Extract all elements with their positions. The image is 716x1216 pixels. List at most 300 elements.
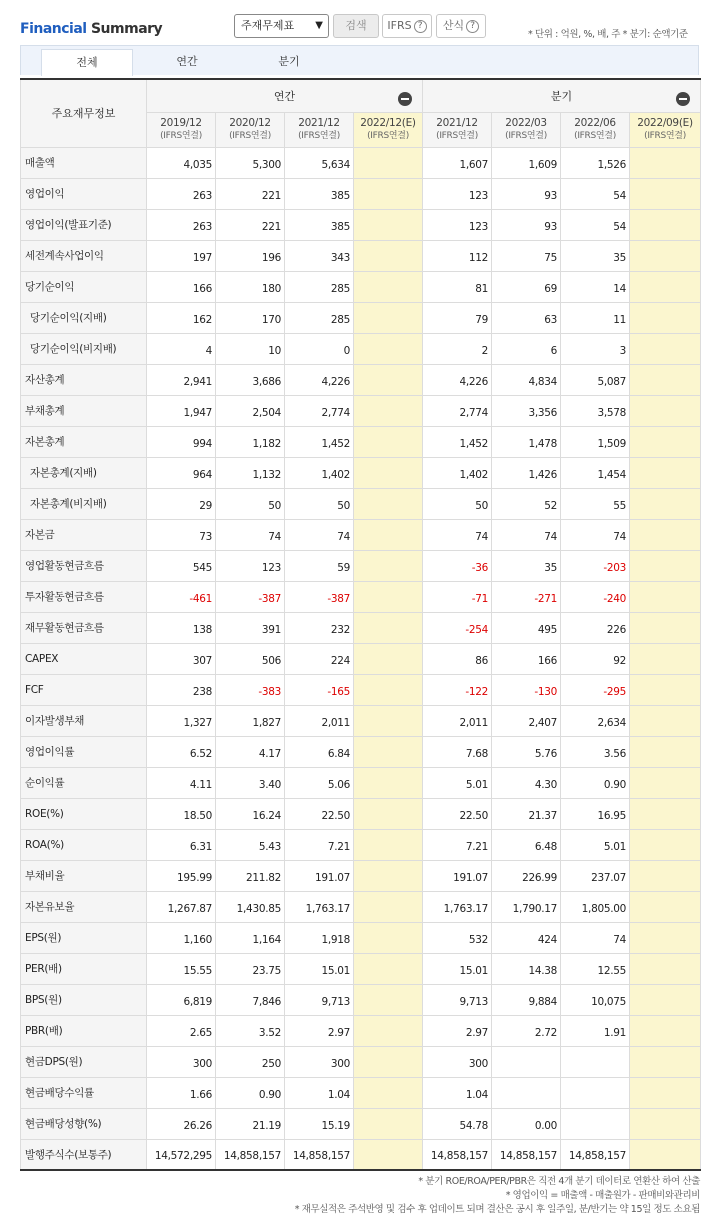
period-date: 2019/12 [160, 116, 202, 129]
value-cell: 285 [285, 302, 354, 333]
value-cell: 1,763.17 [423, 891, 492, 922]
period-date: 2022/03 [505, 116, 547, 129]
value-cell [354, 953, 423, 984]
value-cell: 191.07 [423, 860, 492, 891]
footnote: * 재무실적은 주석반영 및 검수 후 업데이트 되며 결산은 공시 후 일주일, 분/반기는 약 15일 정도 소요됨 [294, 1204, 700, 1215]
row-label: 재무활동현금흐름 [21, 612, 147, 643]
value-cell: 14,858,157 [561, 1139, 630, 1170]
value-cell: 93 [492, 178, 561, 209]
value-cell: 964 [147, 457, 216, 488]
value-cell [630, 519, 701, 550]
value-cell: 63 [492, 302, 561, 333]
value-cell: 123 [216, 550, 285, 581]
value-cell: 5.43 [216, 829, 285, 860]
value-cell [354, 1108, 423, 1139]
search-button[interactable]: 검색 [333, 14, 379, 38]
value-cell: 300 [285, 1046, 354, 1077]
value-cell [630, 829, 701, 860]
formula-help-button[interactable] [436, 14, 486, 38]
value-cell: 52 [492, 488, 561, 519]
value-cell: 26.26 [147, 1108, 216, 1139]
value-cell: 1,402 [423, 457, 492, 488]
row-label: 영업활동현금흐름 [21, 550, 147, 581]
value-cell: 3,686 [216, 364, 285, 395]
value-cell: 6.52 [147, 736, 216, 767]
value-cell: 5,634 [285, 147, 354, 178]
value-cell: 1,327 [147, 705, 216, 736]
table-row [21, 426, 701, 457]
value-cell: -387 [216, 581, 285, 612]
table-row [21, 364, 701, 395]
value-cell: 1,164 [216, 922, 285, 953]
period-date: 2022/09(E) [637, 116, 693, 129]
value-cell: 22.50 [285, 798, 354, 829]
row-label: 현금DPS(원) [21, 1046, 147, 1077]
tab-annual[interactable]: 연간 [176, 55, 198, 68]
value-cell [354, 581, 423, 612]
value-cell [354, 860, 423, 891]
value-cell: 21.37 [492, 798, 561, 829]
value-cell: 69 [492, 271, 561, 302]
period-header [423, 112, 492, 147]
value-cell [354, 829, 423, 860]
value-cell: 532 [423, 922, 492, 953]
value-cell: 5.01 [561, 829, 630, 860]
table-row [21, 519, 701, 550]
value-cell: 197 [147, 240, 216, 271]
formula-label: 산식 [442, 19, 465, 32]
table-row [21, 302, 701, 333]
value-cell [354, 1077, 423, 1108]
row-label: 순이익률 [21, 767, 147, 798]
value-cell: 506 [216, 643, 285, 674]
value-cell [630, 674, 701, 705]
value-cell: 59 [285, 550, 354, 581]
row-label: 발행주식수(보통주) [21, 1139, 147, 1170]
table-row [21, 147, 701, 178]
table-row [21, 767, 701, 798]
value-cell: 196 [216, 240, 285, 271]
period-date: 2021/12 [436, 116, 478, 129]
value-cell: 2,634 [561, 705, 630, 736]
value-cell: 1,763.17 [285, 891, 354, 922]
value-cell [630, 860, 701, 891]
value-cell [630, 922, 701, 953]
value-cell: 545 [147, 550, 216, 581]
value-cell: 22.50 [423, 798, 492, 829]
value-cell [354, 922, 423, 953]
period-date: 2022/06 [574, 116, 616, 129]
value-cell: 0.90 [561, 767, 630, 798]
value-cell: 4.17 [216, 736, 285, 767]
value-cell: 6,819 [147, 984, 216, 1015]
row-label: 영업이익 [21, 178, 147, 209]
value-cell [630, 426, 701, 457]
value-cell [354, 798, 423, 829]
value-cell [630, 891, 701, 922]
value-cell: 21.19 [216, 1108, 285, 1139]
table-row [21, 984, 701, 1015]
value-cell: -383 [216, 674, 285, 705]
value-cell: 74 [423, 519, 492, 550]
value-cell: 224 [285, 643, 354, 674]
table-row [21, 271, 701, 302]
value-cell: 50 [285, 488, 354, 519]
value-cell [354, 1139, 423, 1170]
table-row [21, 1077, 701, 1108]
top-bar [0, 0, 716, 44]
value-cell: 14,858,157 [285, 1139, 354, 1170]
value-cell: 0.00 [492, 1108, 561, 1139]
value-cell: -71 [423, 581, 492, 612]
period-basis: (IFRS연결) [160, 130, 202, 141]
value-cell [630, 767, 701, 798]
value-cell: 4,834 [492, 364, 561, 395]
value-cell: 162 [147, 302, 216, 333]
value-cell: 5,087 [561, 364, 630, 395]
value-cell: 1,478 [492, 426, 561, 457]
value-cell: 9,713 [285, 984, 354, 1015]
value-cell: 2.65 [147, 1015, 216, 1046]
row-label: 투자활동현금흐름 [21, 581, 147, 612]
value-cell: 0 [285, 333, 354, 364]
period-basis: (IFRS연결) [644, 130, 686, 141]
value-cell: 86 [423, 643, 492, 674]
value-cell: 35 [561, 240, 630, 271]
table-row [21, 333, 701, 364]
value-cell: 221 [216, 178, 285, 209]
value-cell: 112 [423, 240, 492, 271]
value-cell: 14 [561, 271, 630, 302]
value-cell [561, 1077, 630, 1108]
value-cell: 1,452 [285, 426, 354, 457]
value-cell [630, 395, 701, 426]
value-cell: 6 [492, 333, 561, 364]
value-cell: 123 [423, 209, 492, 240]
value-cell: 2,011 [423, 705, 492, 736]
value-cell: 1,509 [561, 426, 630, 457]
value-cell: 2,407 [492, 705, 561, 736]
value-cell: 4.30 [492, 767, 561, 798]
value-cell: -122 [423, 674, 492, 705]
value-cell: 211.82 [216, 860, 285, 891]
value-cell: -203 [561, 550, 630, 581]
tab-all[interactable]: 전체 [41, 49, 133, 76]
row-label: ROA(%) [21, 829, 147, 860]
table-row [21, 178, 701, 209]
value-cell [354, 364, 423, 395]
value-cell [630, 1139, 701, 1170]
value-cell [354, 736, 423, 767]
value-cell: 50 [216, 488, 285, 519]
value-cell: 54 [561, 209, 630, 240]
row-label: BPS(원) [21, 984, 147, 1015]
value-cell [354, 1015, 423, 1046]
value-cell: 14,858,157 [492, 1139, 561, 1170]
table-row [21, 705, 701, 736]
value-cell: 1,160 [147, 922, 216, 953]
value-cell [492, 1046, 561, 1077]
value-cell: 1,827 [216, 705, 285, 736]
value-cell: -165 [285, 674, 354, 705]
value-cell: 74 [285, 519, 354, 550]
value-cell: 170 [216, 302, 285, 333]
value-cell: 1,452 [423, 426, 492, 457]
help-icon: ? [466, 20, 479, 33]
table-row [21, 953, 701, 984]
value-cell [354, 333, 423, 364]
value-cell: 2,774 [423, 395, 492, 426]
annual-group-header [147, 79, 423, 112]
value-cell: 10 [216, 333, 285, 364]
value-cell [354, 147, 423, 178]
value-cell [354, 674, 423, 705]
row-label: FCF [21, 674, 147, 705]
period-header [354, 112, 423, 147]
value-cell [354, 519, 423, 550]
footnote: * 영업이익 = 매출액 - 매출원가 - 판매비와관리비 [505, 1190, 700, 1201]
value-cell: 9,713 [423, 984, 492, 1015]
table-row [21, 1046, 701, 1077]
financial-summary-table [20, 78, 701, 1171]
value-cell: 1,947 [147, 395, 216, 426]
value-cell: 495 [492, 612, 561, 643]
value-cell: 221 [216, 209, 285, 240]
value-cell: 79 [423, 302, 492, 333]
value-cell: 138 [147, 612, 216, 643]
row-label: CAPEX [21, 643, 147, 674]
value-cell: 191.07 [285, 860, 354, 891]
table-row [21, 798, 701, 829]
row-label: 부채비율 [21, 860, 147, 891]
help-icon: ? [414, 20, 427, 33]
value-cell: 2,774 [285, 395, 354, 426]
period-date: 2021/12 [298, 116, 340, 129]
value-cell: 5.01 [423, 767, 492, 798]
value-cell: 1.04 [423, 1077, 492, 1108]
value-cell: 1,805.00 [561, 891, 630, 922]
ifrs-help-button[interactable] [382, 14, 432, 38]
table-row [21, 1108, 701, 1139]
value-cell: 4,035 [147, 147, 216, 178]
value-cell: 300 [423, 1046, 492, 1077]
value-cell [354, 426, 423, 457]
table-row [21, 240, 701, 271]
value-cell: 16.24 [216, 798, 285, 829]
value-cell: 7.21 [423, 829, 492, 860]
value-cell: 1,430.85 [216, 891, 285, 922]
value-cell: 2.72 [492, 1015, 561, 1046]
value-cell: 263 [147, 178, 216, 209]
value-cell: 424 [492, 922, 561, 953]
value-cell: 75 [492, 240, 561, 271]
value-cell: -461 [147, 581, 216, 612]
value-cell [630, 798, 701, 829]
value-cell: 1,526 [561, 147, 630, 178]
value-cell: 14,572,295 [147, 1139, 216, 1170]
value-cell: 6.31 [147, 829, 216, 860]
value-cell: 385 [285, 178, 354, 209]
row-label: PBR(배) [21, 1015, 147, 1046]
value-cell [354, 240, 423, 271]
value-cell: 74 [492, 519, 561, 550]
value-cell [354, 705, 423, 736]
period-basis: (IFRS연결) [367, 130, 409, 141]
value-cell [630, 271, 701, 302]
value-cell: 7,846 [216, 984, 285, 1015]
value-cell: 74 [561, 519, 630, 550]
value-cell: 2 [423, 333, 492, 364]
value-cell: 11 [561, 302, 630, 333]
value-cell [561, 1108, 630, 1139]
value-cell: 14.38 [492, 953, 561, 984]
value-cell: 23.75 [216, 953, 285, 984]
statement-select-value: 주재무제표 [241, 19, 295, 32]
table-row [21, 550, 701, 581]
value-cell: 15.01 [423, 953, 492, 984]
period-date: 2022/12(E) [360, 116, 416, 129]
value-cell: 1,454 [561, 457, 630, 488]
value-cell: 2.97 [285, 1015, 354, 1046]
value-cell: 123 [423, 178, 492, 209]
footnote: * 분기 ROE/ROA/PER/PBR은 직전 4개 분기 데이터로 연환산 하여 산출 [418, 1176, 700, 1187]
table-row [21, 581, 701, 612]
ifrs-label: IFRS [387, 19, 412, 32]
period-tabs [20, 45, 699, 75]
table-body [21, 147, 701, 1170]
row-label: 당기순이익(비지배) [21, 333, 147, 364]
value-cell: 15.01 [285, 953, 354, 984]
value-cell [630, 736, 701, 767]
value-cell [630, 1108, 701, 1139]
period-basis: (IFRS연결) [298, 130, 340, 141]
quarterly-group-header [423, 79, 701, 112]
table-row [21, 860, 701, 891]
value-cell: -271 [492, 581, 561, 612]
value-cell: 1,607 [423, 147, 492, 178]
row-label: ROE(%) [21, 798, 147, 829]
row-label: 자본총계(지배) [21, 457, 147, 488]
value-cell: 12.55 [561, 953, 630, 984]
value-cell: 93 [492, 209, 561, 240]
table-row [21, 643, 701, 674]
value-cell: 166 [147, 271, 216, 302]
value-cell: 14,858,157 [423, 1139, 492, 1170]
value-cell [630, 1015, 701, 1046]
value-cell: 74 [561, 922, 630, 953]
value-cell [630, 209, 701, 240]
tab-quarterly[interactable]: 분기 [278, 55, 300, 68]
value-cell: 7.68 [423, 736, 492, 767]
table-row [21, 891, 701, 922]
value-cell [354, 209, 423, 240]
row-label: 세전계속사업이익 [21, 240, 147, 271]
value-cell [630, 333, 701, 364]
period-header [147, 112, 216, 147]
value-cell [630, 581, 701, 612]
value-cell: 1,918 [285, 922, 354, 953]
table-row [21, 209, 701, 240]
value-cell: 1,426 [492, 457, 561, 488]
row-label: 자본총계 [21, 426, 147, 457]
table-row [21, 674, 701, 705]
value-cell: 1,402 [285, 457, 354, 488]
value-cell [630, 984, 701, 1015]
value-cell: -240 [561, 581, 630, 612]
value-cell [630, 643, 701, 674]
value-cell: 4 [147, 333, 216, 364]
value-cell: 1.91 [561, 1015, 630, 1046]
quarterly-group-label: 분기 [550, 89, 573, 103]
value-cell: 29 [147, 488, 216, 519]
value-cell: 263 [147, 209, 216, 240]
value-cell [354, 457, 423, 488]
value-cell: 1,790.17 [492, 891, 561, 922]
value-cell: 385 [285, 209, 354, 240]
value-cell: 15.19 [285, 1108, 354, 1139]
period-header [630, 112, 701, 147]
row-label: 자산총계 [21, 364, 147, 395]
period-basis: (IFRS연결) [229, 130, 271, 141]
value-cell [630, 147, 701, 178]
value-cell [354, 395, 423, 426]
value-cell [630, 550, 701, 581]
value-cell: 3.40 [216, 767, 285, 798]
statement-select[interactable] [234, 14, 329, 38]
collapse-annual-icon[interactable] [398, 92, 412, 106]
value-cell: 92 [561, 643, 630, 674]
value-cell: 15.55 [147, 953, 216, 984]
value-cell [630, 302, 701, 333]
value-cell: 3,578 [561, 395, 630, 426]
value-cell: 5.76 [492, 736, 561, 767]
row-label: 영업이익(발표기준) [21, 209, 147, 240]
page-title [20, 21, 162, 37]
value-cell [630, 240, 701, 271]
value-cell: 300 [147, 1046, 216, 1077]
value-cell: 994 [147, 426, 216, 457]
value-cell: 1.04 [285, 1077, 354, 1108]
value-cell: 1.66 [147, 1077, 216, 1108]
period-basis: (IFRS연결) [505, 130, 547, 141]
period-basis: (IFRS연결) [436, 130, 478, 141]
value-cell: 54.78 [423, 1108, 492, 1139]
collapse-quarterly-icon[interactable] [676, 92, 690, 106]
value-cell: 5,300 [216, 147, 285, 178]
table-row [21, 612, 701, 643]
value-cell: 232 [285, 612, 354, 643]
row-label: 현금배당수익률 [21, 1077, 147, 1108]
row-label: EPS(원) [21, 922, 147, 953]
row-label: 현금배당성향(%) [21, 1108, 147, 1139]
value-cell: 9,884 [492, 984, 561, 1015]
value-cell [354, 891, 423, 922]
value-cell: 14,858,157 [216, 1139, 285, 1170]
value-cell: 3 [561, 333, 630, 364]
period-header [216, 112, 285, 147]
row-label: 이자발생부채 [21, 705, 147, 736]
row-label: 자본금 [21, 519, 147, 550]
table-row [21, 736, 701, 767]
value-cell [354, 488, 423, 519]
value-cell: 2,941 [147, 364, 216, 395]
value-cell [354, 271, 423, 302]
value-cell: 1,609 [492, 147, 561, 178]
value-cell: 74 [216, 519, 285, 550]
value-cell: 343 [285, 240, 354, 271]
value-cell [630, 705, 701, 736]
row-label: 자본유보율 [21, 891, 147, 922]
